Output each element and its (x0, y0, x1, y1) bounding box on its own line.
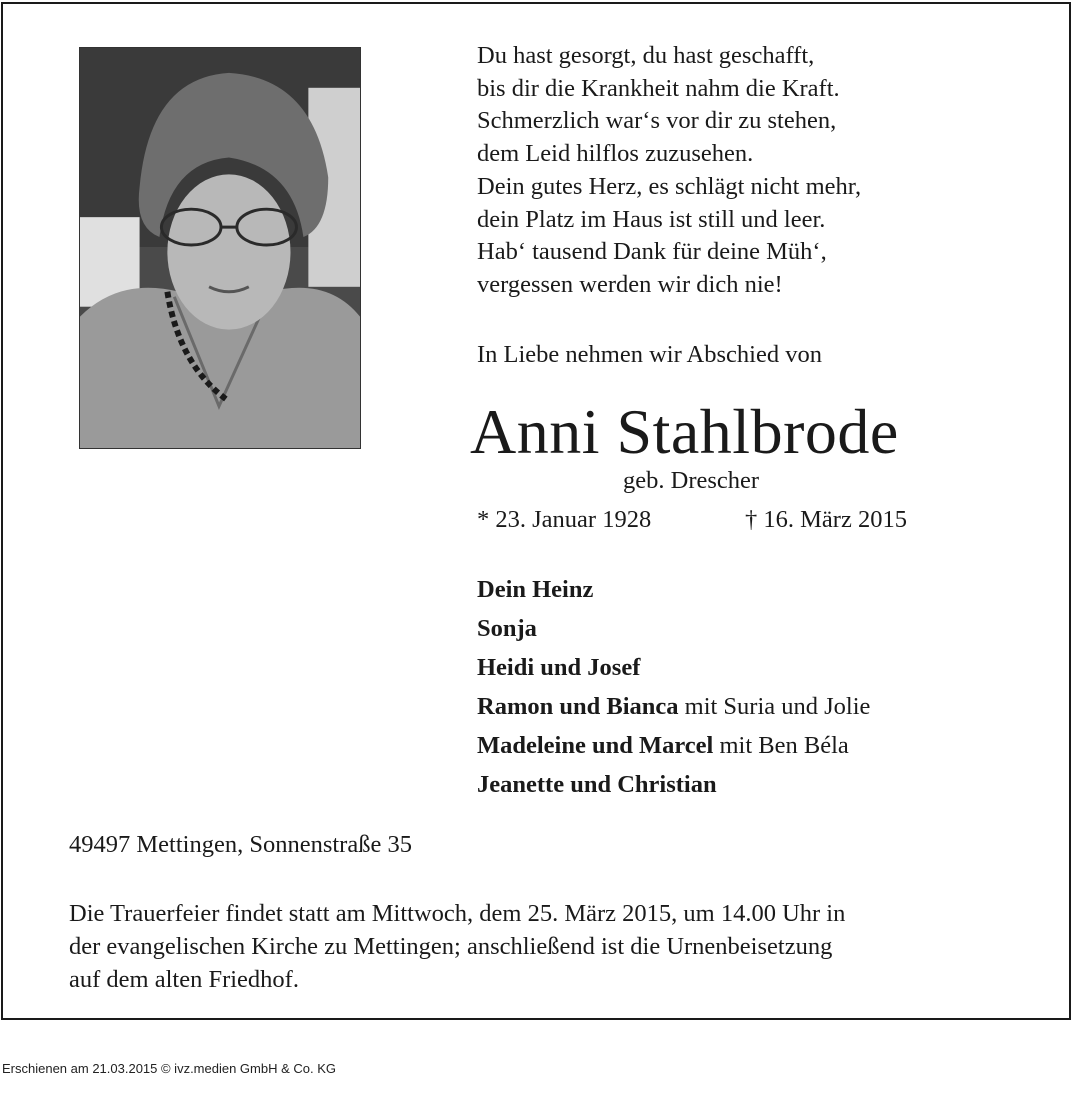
mourner-name: Sonja (477, 615, 537, 642)
poem-line: Hab‘ tausend Dank für deine Müh‘, (477, 238, 827, 266)
mourner-name: Heidi und Josef (477, 654, 641, 681)
poem-line: bis dir die Krankheit nahm die Kraft. (477, 74, 840, 102)
poem-line: dein Platz im Haus ist still und leer. (477, 205, 826, 233)
poem-line: Dein gutes Herz, es schlägt nicht mehr, (477, 172, 862, 200)
birth-date: * 23. Januar 1928 (477, 506, 652, 533)
mourner-entry (477, 726, 870, 765)
funeral-service-info (69, 897, 1029, 996)
mourner-entry (477, 570, 870, 609)
portrait-image (80, 48, 360, 448)
death-date: † 16. März 2015 (745, 506, 907, 533)
poem-line: dem Leid hilflos zuzusehen. (477, 140, 754, 168)
poem-line: Du hast gesorgt, du hast geschafft, (477, 42, 815, 69)
mourner-entry (477, 687, 870, 726)
mourner-extra: mit Suria und Jolie (678, 693, 871, 720)
portrait-photo (79, 47, 361, 449)
poem-line: vergessen werden wir dich nie! (477, 270, 783, 298)
publication-footer: Erschienen am 21.03.2015 © ivz.medien GmbH & Co. KG (2, 1061, 337, 1076)
mourner-name: Dein Heinz (477, 576, 594, 603)
deceased-name: Anni Stahlbrode (470, 396, 899, 467)
service-line: auf dem alten Friedhof. (69, 966, 299, 993)
maiden-name: geb. Drescher (623, 467, 760, 494)
service-line: der evangelischen Kirche zu Mettingen; anschließend ist die Urnenbeisetzung (69, 933, 833, 960)
mourners-list (477, 570, 870, 804)
poem (477, 40, 1037, 302)
mourner-name: Ramon und Bianca (477, 693, 679, 720)
mourner-entry (477, 648, 870, 687)
mourner-name: Madeleine und Marcel (477, 732, 714, 759)
life-dates (477, 506, 907, 534)
obituary-notice (1, 2, 1071, 1020)
service-line: Die Trauerfeier findet statt am Mittwoch, dem 25. März 2015, um 14.00 Uhr in (69, 900, 846, 927)
poem-line: Schmerzlich war‘s vor dir zu stehen, (477, 107, 837, 135)
farewell-intro: In Liebe nehmen wir Abschied von (477, 341, 822, 368)
mourner-name: Jeanette und Christian (477, 771, 717, 798)
mourner-extra: mit Ben Béla (713, 732, 849, 759)
mourner-entry (477, 609, 870, 648)
address: 49497 Mettingen, Sonnenstraße 35 (69, 831, 412, 858)
mourner-entry (477, 765, 870, 804)
